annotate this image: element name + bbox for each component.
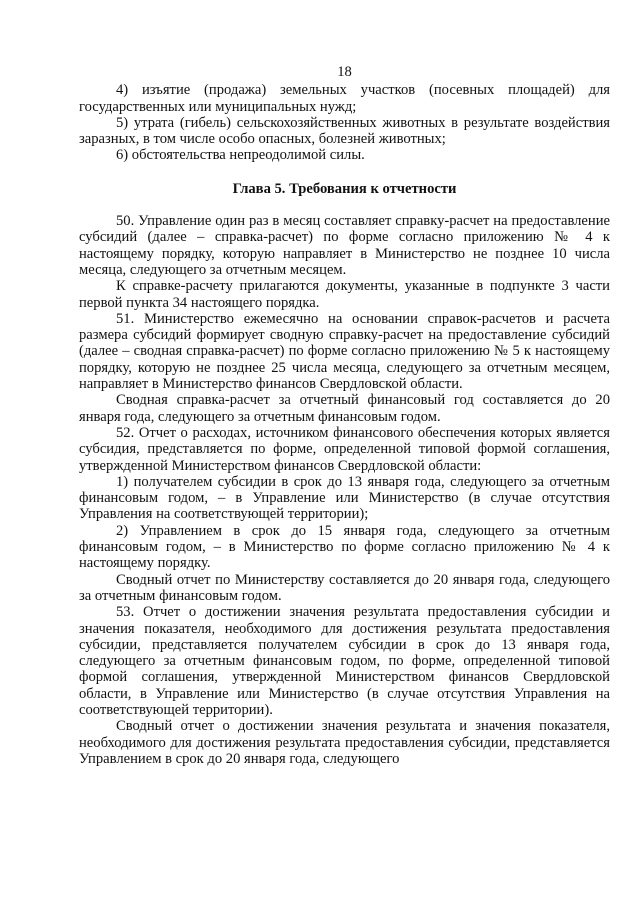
document-page	[79, 64, 610, 767]
paragraph-52: 52. Отчет о расходах, источником финансового обеспечения которых является субсидия, представляется по форме, определенной типовой формой соглашения, утвержденной Министерством финансов Свердловской области:	[79, 424, 610, 474]
paragraph-50-attachments: К справке-расчету прилагаются документы, указанные в подпункте 3 части первой пункта 34 настоящего порядка.	[79, 278, 610, 311]
paragraph-50: 50. Управление один раз в месяц составляет справку-расчет на предоставление субсидий (далее – справка-расчет) по форме согласно приложению № 4 к настоящему порядку, которую направляет в Министерство не позднее 10 числа месяца, следующего за отчетным месяцем.	[79, 213, 610, 278]
list-item-4: 4) изъятие (продажа) земельных участков (посевных площадей) для государственных или муниципальных нужд;	[79, 82, 610, 115]
paragraph-53-summary: Сводный отчет о достижении значения результата и значения показателя, необходимого для достижения результата предоставления субсидии, представляется Управлением в срок до 20 января года, следующего	[79, 718, 610, 767]
paragraph-52-item-2: 2) Управлением в срок до 15 января года, следующего за отчетным финансовым годом, – в Министерство по форме согласно приложению № 4 к настоящему порядку.	[79, 522, 610, 572]
paragraph-51: 51. Министерство ежемесячно на основании справок-расчетов и расчета размера субсидий формирует сводную справку-расчет на предоставление субсидий (далее – сводная справка-расчет) по форме согласно приложению № 5 к настоящему порядку, которую не позднее 25 числа месяца, следующего за отчетным месяцем, направляет в Министерство финансов Свердловской области.	[79, 310, 610, 393]
paragraph-52-summary: Сводный отчет по Министерству составляется до 20 января года, следующего за отчетным финансовым годом.	[79, 571, 610, 604]
paragraph-51-annual: Сводная справка-расчет за отчетный финансовый год составляется до 20 января года, следующего за отчетным финансовым годом.	[79, 392, 610, 425]
page-number: 18	[337, 64, 352, 80]
paragraph-53: 53. Отчет о достижении значения результата предоставления субсидии и значения показателя, необходимого для достижения результата предоставления субсидии, представляется получателем субсидии в срок до 13 января года, следующего за отчетным финансовым годом, по форме, определенной типовой формой соглашения, утвержденной Министерством финансов Свердловской области, в Управление или Министерство (в случае отсутствия Управления на соответствующей территории).	[79, 604, 610, 718]
chapter-title: Глава 5. Требования к отчетности	[232, 180, 457, 197]
paragraph-52-item-1: 1) получателем субсидии в срок до 13 января года, следующего за отчетным финансовым годом, – в Управление или Министерство (в случае отсутствия Управления на соответствующей территории);	[79, 473, 610, 523]
list-item-5: 5) утрата (гибель) сельскохозяйственных животных в результате воздействия заразных, в том числе особо опасных, болезней животных;	[79, 114, 610, 148]
list-item-6: 6) обстоятельства непреодолимой силы.	[116, 147, 365, 164]
